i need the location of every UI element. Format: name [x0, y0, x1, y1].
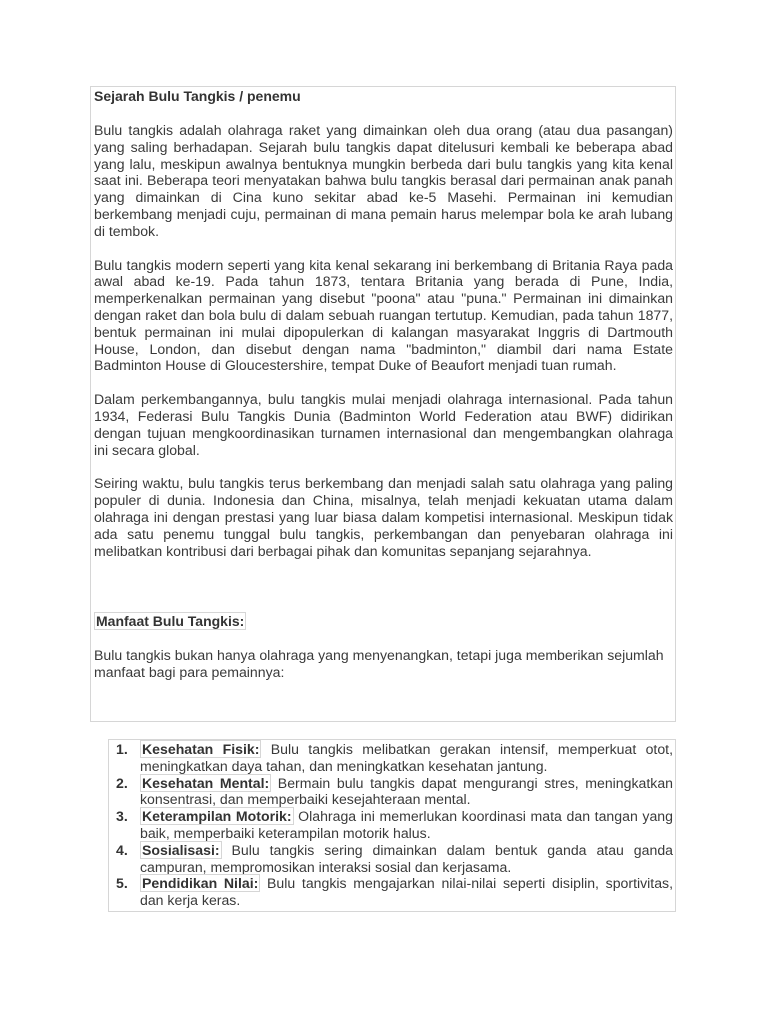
- benefit-text: Bermain bulu tangkis dapat mengurangi stres, meningkatkan konsentrasi, dan memperbaiki kesejahteraan mental.: [140, 774, 673, 808]
- list-item: [109, 875, 673, 909]
- document-title: Sejarah Bulu Tangkis / penemu: [94, 88, 301, 104]
- benefit-term: Pendidikan Nilai:: [142, 875, 259, 892]
- benefit-term: Kesehatan Fisik:: [142, 741, 260, 757]
- list-number: 4.: [116, 841, 128, 858]
- benefit-term: Kesehatan Mental:: [142, 774, 270, 791]
- list-number: 5.: [116, 875, 128, 892]
- list-number: 3.: [116, 808, 128, 825]
- history-paragraph-2: Bulu tangkis modern seperti yang kita kenal sekarang ini berkembang di Britania Raya pada awal abad ke-19. Pada tahun 1873, tentara Britania yang berada di Pune, India, memperkenalkan permainan yang disebut "poona" atau "puna." Permainan ini dimainkan dengan raket dan bola bulu di dalam sebuah ruangan tertutup. Kemudian, pada tahun 1877, bentuk permainan ini mulai dipopulerkan di kalangan masyarakat Inggris di Dartmouth House, London, dan disebut dengan nama "badminton," diambil dari nama Estate Badminton House di Gloucestershire, tempat Duke of Beaufort menjadi tuan rumah.: [94, 256, 673, 374]
- history-paragraph-4: Seiring waktu, bulu tangkis terus berkembang dan menjadi salah satu olahraga yang paling populer di dunia. Indonesia dan China, misalnya, telah menjadi kekuatan utama dalam olahraga ini dengan prestasi yang luar biasa dalam kompetisi internasional. Meskipun tidak ada satu penemu tunggal bulu tangkis, perkembangan dan penyebaran olahraga ini melibatkan kontribusi dari berbagai pihak dan komunitas sepanjang sejarahnya.: [94, 475, 673, 559]
- history-section: [90, 86, 676, 722]
- benefit-text: Bulu tangkis melibatkan gerakan intensif, memperkuat otot, meningkatkan daya tahan, dan meningkatkan kesehatan jantung.: [140, 741, 673, 774]
- benefits-list: [109, 741, 673, 909]
- list-item: [109, 775, 673, 809]
- history-paragraph-1: Bulu tangkis adalah olahraga raket yang dimainkan oleh dua orang (atau dua pasangan) yang saling berhadapan. Sejarah bulu tangkis dapat ditelusuri kembali ke beberapa abad yang lalu, meskipun awalnya bentuknya mungkin berbeda dari bulu tangkis yang kita kenal saat ini. Beberapa teori menyatakan bahwa bulu tangkis berasal dari permainan anak panah yang dimainkan di Cina kuno sekitar abad ke-5 Masehi. Permainan ini kemudian berkembang menjadi cuju, permainan di mana pemain harus melempar bola ke arah lubang di tembok.: [94, 122, 673, 239]
- benefits-heading-text: Manfaat Bulu Tangkis:: [96, 613, 245, 630]
- list-item: [109, 741, 673, 775]
- benefit-text: Bulu tangkis mengajarkan nilai-nilai seperti disiplin, sportivitas, dan kerja keras.: [140, 875, 674, 909]
- history-paragraph-3: Dalam perkembangannya, bulu tangkis mulai menjadi olahraga internasional. Pada tahun 1934, Federasi Bulu Tangkis Dunia (Badminton World Federation atau BWF) didirikan dengan tujuan mengkoordinasikan turnamen internasional dan mengembangkan olahraga ini secara global.: [94, 391, 673, 458]
- list-number: 1.: [116, 741, 128, 757]
- benefit-text: Olahraga ini memerlukan koordinasi mata dan tangan yang baik, memperbaiki keterampilan motorik halus.: [140, 808, 673, 841]
- benefit-text: Bulu tangkis sering dimainkan dalam bentuk ganda atau ganda campuran, mempromosikan interaksi sosial dan kerjasama.: [140, 841, 673, 875]
- list-item: [109, 842, 673, 876]
- benefits-intro: Bulu tangkis bukan hanya olahraga yang menyenangkan, tetapi juga memberikan sejumlah manfaat bagi para pemainnya:: [94, 647, 664, 681]
- benefit-term: Keterampilan Motorik:: [142, 808, 292, 825]
- benefits-list-box: [108, 739, 676, 912]
- list-item: [109, 808, 673, 842]
- benefits-heading: [94, 613, 673, 630]
- list-number: 2.: [116, 774, 128, 791]
- benefit-term: Sosialisasi:: [142, 841, 220, 858]
